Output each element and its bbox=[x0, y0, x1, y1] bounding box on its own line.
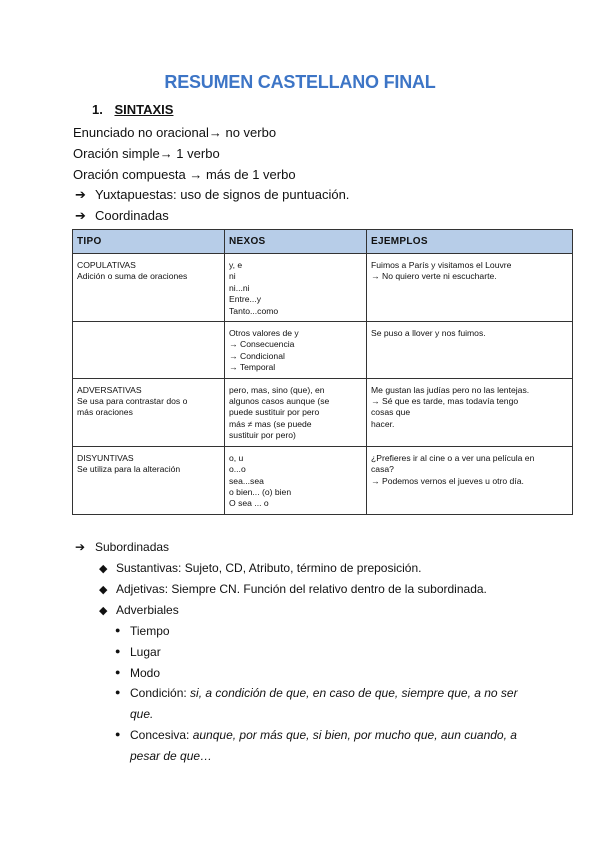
arrow-bullet-icon: ➔ bbox=[75, 540, 86, 554]
arrow-bullet-icon: ➔ bbox=[75, 187, 86, 202]
dot-bullet-icon: ● bbox=[115, 646, 121, 656]
list-item: ◆ Adjetivas: Siempre CN. Función del relativo dentro de la subordinada. bbox=[99, 582, 487, 596]
list-item: ● Modo bbox=[115, 666, 161, 680]
diamond-bullet-icon: ◆ bbox=[99, 584, 108, 596]
list-item: ● Condición: si, a condición de que, en caso de que, siempre que, a no ser bbox=[115, 686, 518, 700]
dot-bullet-icon: ● bbox=[115, 729, 121, 739]
cell-nexos: Otros valores de y → Consecuencia → Condicional → Temporal bbox=[225, 322, 367, 379]
cell-ejemplos: Se puso a llover y nos fuimos. bbox=[367, 322, 573, 379]
diamond-bullet-icon: ◆ bbox=[99, 563, 108, 575]
list-item: ◆ Sustantivas: Sujeto, CD, Atributo, término de preposición. bbox=[99, 561, 422, 575]
document-title: RESUMEN CASTELLANO FINAL bbox=[164, 72, 436, 92]
table-header-nexos: NEXOS bbox=[225, 230, 367, 254]
cell-ejemplos: Me gustan las judías pero no las lentejas. → Sé que es tarde, mas todavía tengo cosas que hacer. bbox=[367, 378, 573, 446]
dot-bullet-icon: ● bbox=[115, 687, 121, 697]
list-item-continuation: pesar de que… bbox=[130, 749, 213, 763]
coordinadas-table bbox=[72, 229, 573, 515]
table-header-tipo: TIPO bbox=[73, 230, 225, 254]
cell-ejemplos: Fuimos a París y visitamos el Louvre → No quiero verte ni escucharte. bbox=[367, 254, 573, 322]
cell-nexos: pero, mas, sino (que), en algunos casos aunque (se puede sustituir por pero más ≠ mas (se puede sustituir por pero) bbox=[225, 378, 367, 446]
cell-nexos: y, e ni ni...ni Entre...y Tanto...como bbox=[225, 254, 367, 322]
section-number: 1. bbox=[92, 102, 103, 117]
definition-line: Oración compuesta → más de 1 verbo bbox=[73, 167, 296, 182]
diamond-bullet-icon: ◆ bbox=[99, 605, 108, 617]
table-header-ejemplos: EJEMPLOS bbox=[367, 230, 573, 254]
table-row bbox=[73, 446, 573, 514]
cell-tipo: ADVERSATIVAS Se usa para contrastar dos o más oraciones bbox=[73, 378, 225, 446]
section-heading bbox=[92, 102, 173, 117]
definition-line: Enunciado no oracional→ no verbo bbox=[73, 125, 277, 140]
table-row bbox=[73, 254, 573, 322]
section-label: SINTAXIS bbox=[114, 102, 174, 117]
cell-tipo: DISYUNTIVAS Se utiliza para la alteración bbox=[73, 446, 225, 514]
cell-nexos: o, u o...o sea...sea o bien... (o) bien O sea ... o bbox=[225, 446, 367, 514]
arrow-item-coordinadas: ➔ Coordinadas bbox=[75, 208, 169, 223]
list-item: ● Lugar bbox=[115, 645, 161, 659]
arrow-item-subordinadas: ➔ Subordinadas bbox=[75, 540, 170, 554]
table-header-row bbox=[73, 230, 573, 254]
dot-bullet-icon: ● bbox=[115, 625, 121, 635]
list-item-continuation: que. bbox=[130, 707, 154, 721]
table-row bbox=[73, 322, 573, 379]
table-row bbox=[73, 378, 573, 446]
cell-tipo: COPULATIVAS Adición o suma de oraciones bbox=[73, 254, 225, 322]
arrow-item-yuxtapuestas: ➔ Yuxtapuestas: uso de signos de puntuación. bbox=[75, 187, 350, 202]
list-item: ● Tiempo bbox=[115, 624, 170, 638]
list-item: ◆ Adverbiales bbox=[99, 603, 179, 617]
cell-tipo bbox=[73, 322, 225, 379]
definition-line: Oración simple→ 1 verbo bbox=[73, 146, 220, 161]
list-item: ● Concesiva: aunque, por más que, si bien, por mucho que, aun cuando, a bbox=[115, 728, 517, 742]
dot-bullet-icon: ● bbox=[115, 667, 121, 677]
cell-ejemplos: ¿Prefieres ir al cine o a ver una película en casa? → Podemos vernos el jueves u otro día. bbox=[367, 446, 573, 514]
arrow-bullet-icon: ➔ bbox=[75, 208, 86, 223]
